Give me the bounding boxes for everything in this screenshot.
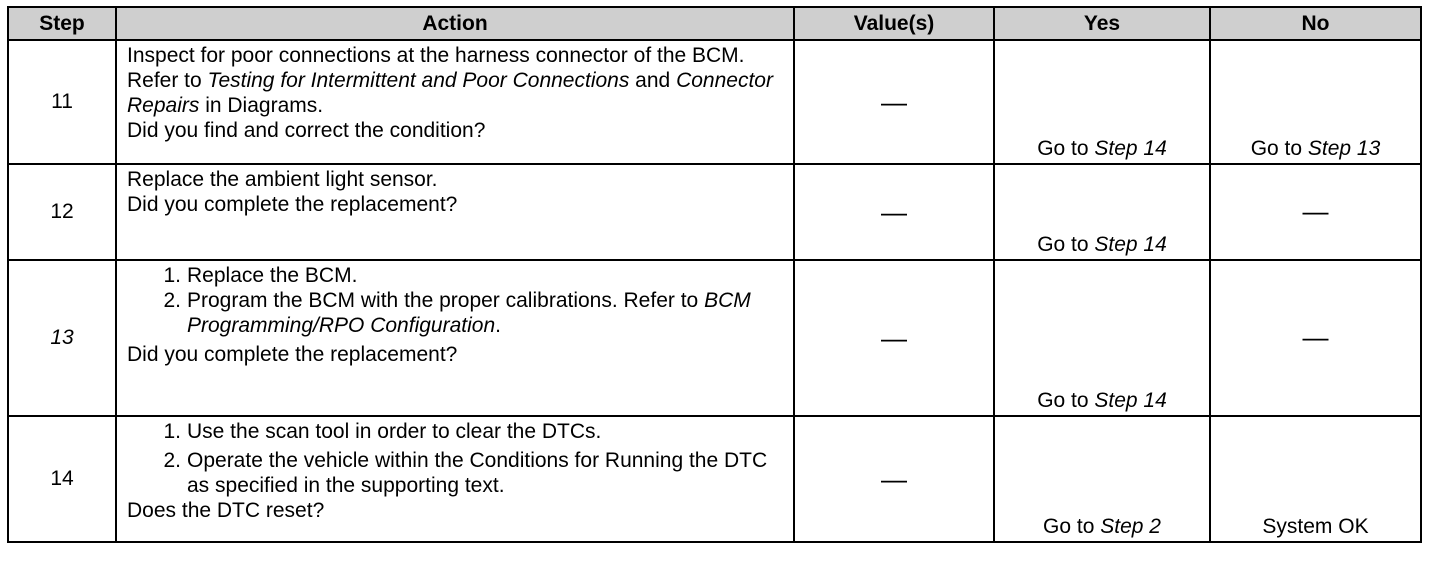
step-number: 11 — [8, 40, 116, 164]
yes-cell: Go to Step 14 — [994, 164, 1210, 260]
diagnostic-steps-table — [7, 6, 1422, 543]
step-link[interactable]: Step 14 — [1094, 389, 1167, 412]
action-list — [127, 419, 787, 498]
list-item: 1. Replace the BCM. — [163, 264, 358, 287]
no-cell: System OK — [1210, 416, 1421, 542]
step-link[interactable]: Step 2 — [1100, 515, 1161, 538]
header-row — [8, 7, 1421, 40]
no-cell: Go to Step 13 — [1210, 40, 1421, 164]
action-cell — [116, 260, 794, 416]
value-cell: — — [794, 416, 994, 542]
header-values: Value(s) — [794, 7, 994, 40]
header-yes: Yes — [994, 7, 1210, 40]
list-item: 1. Use the scan tool in order to clear the DTCs. — [163, 420, 602, 443]
step-number: 14 — [8, 416, 116, 542]
step-link[interactable]: Step 14 — [1094, 137, 1167, 160]
no-cell: — — [1210, 260, 1421, 416]
yes-cell: Go to Step 14 — [994, 260, 1210, 416]
list-item: 2. Operate the vehicle within the Conditions for Running the DTC as specified in the supporting text. — [163, 449, 768, 497]
action-question: Did you complete the replacement? — [127, 343, 458, 366]
action-text: Inspect for poor connections at the harness connector of the BCM. Refer to Testing for Intermittent and Poor Connections and Connector Repairs in Diagrams. — [127, 44, 773, 117]
value-cell: — — [794, 164, 994, 260]
table-row — [8, 40, 1421, 164]
table-row — [8, 164, 1421, 260]
step-link[interactable]: Step 13 — [1307, 137, 1381, 160]
action-question: Did you complete the replacement? — [127, 193, 458, 216]
step-number: 13 — [8, 260, 116, 416]
list-item: 2. Program the BCM with the proper calibrations. Refer to BCM Programming/RPO Configuration. — [163, 289, 751, 337]
action-question: Did you find and correct the condition? — [127, 119, 486, 142]
action-cell — [116, 164, 794, 260]
action-cell — [116, 416, 794, 542]
value-cell: — — [794, 260, 994, 416]
table-row — [8, 260, 1421, 416]
header-step: Step — [8, 7, 116, 40]
header-action: Action — [116, 7, 794, 40]
action-text: Replace the ambient light sensor. — [127, 168, 438, 191]
yes-cell: Go to Step 2 — [994, 416, 1210, 542]
action-cell — [116, 40, 794, 164]
no-cell: — — [1210, 164, 1421, 260]
action-question: Does the DTC reset? — [127, 499, 325, 522]
action-list — [127, 263, 787, 342]
step-number: 12 — [8, 164, 116, 260]
table-row — [8, 416, 1421, 542]
value-cell: — — [794, 40, 994, 164]
step-link[interactable]: Step 14 — [1094, 233, 1167, 256]
yes-cell: Go to Step 14 — [994, 40, 1210, 164]
header-no: No — [1210, 7, 1421, 40]
